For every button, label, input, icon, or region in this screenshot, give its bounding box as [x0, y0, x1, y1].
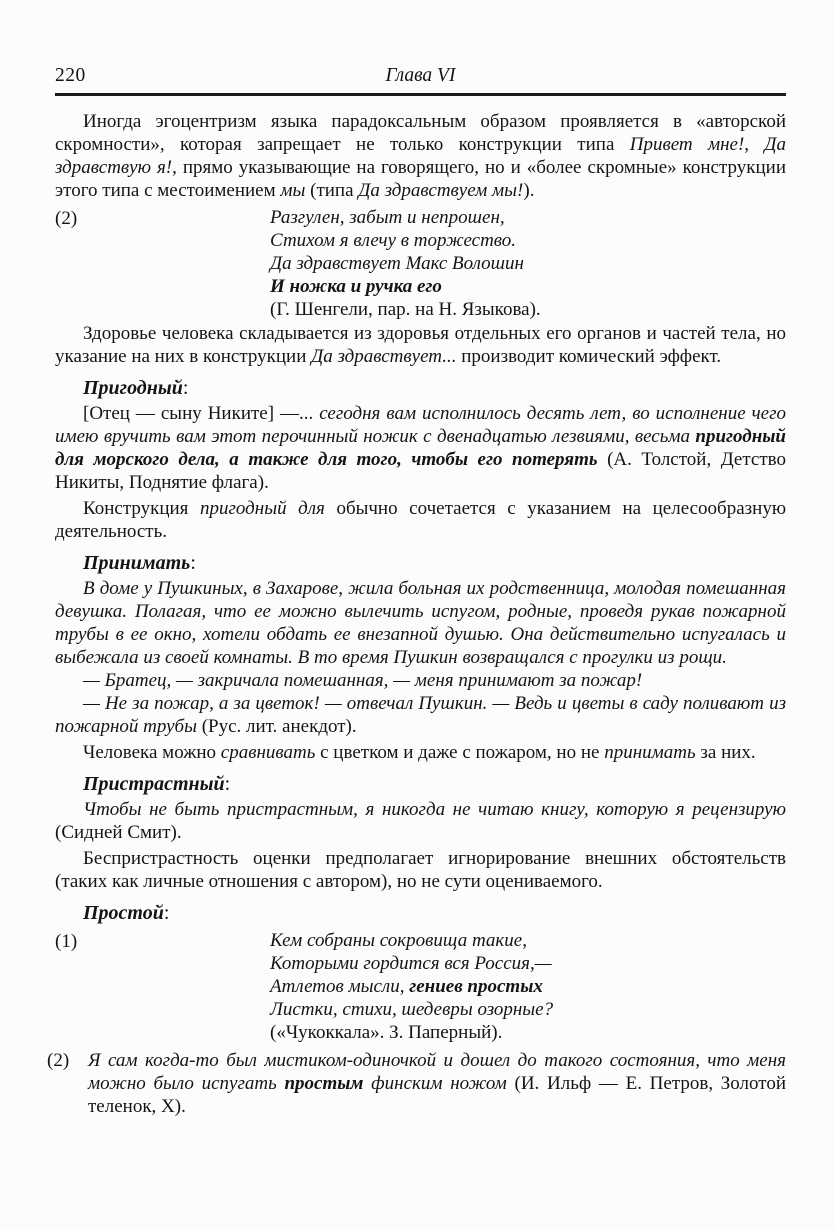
verse-line: Стихом я влечу в торжество. — [270, 230, 517, 251]
dialogue-line-2: — Не за пожар, а за цветок! — отвечал Пушкин. — Ведь и цветы в саду поливают из пожарной трубы (Рус. лит. анекдот). — [55, 693, 786, 737]
verse-example-1 — [55, 929, 786, 1044]
verse-line: Которыми гордится вся Россия,— — [270, 953, 552, 974]
paragraph-egocentrism: Иногда эгоцентризм языка парадоксальным образом проявляется в «авторской скромности», которая запрещает не только конструкции типа Привет мне!, Да здравствую я!, прямо указывающие на говорящего, но и «более скромные» конструкции этого типа с местоимением мы (типа Да здравствуем мы!). — [55, 111, 786, 201]
verse-attribution: (Г. Шенгели, пар. на Н. Языкова). — [270, 299, 541, 320]
header-rule — [55, 93, 786, 96]
section-header-prinimat: Принимать: — [83, 552, 196, 574]
verse-line: Да здравствует Макс Волошин — [270, 253, 524, 274]
verse-line: Разгулен, забыт и непрошен, — [270, 207, 505, 228]
section-header-prostoy: Простой: — [83, 902, 170, 924]
page-header — [55, 64, 786, 88]
dialogue-line-1: — Братец, — закричала помешанная, — меня принимают за пожар! — [83, 670, 643, 691]
example-number-2b: (2) — [47, 1050, 70, 1071]
verse-example-2 — [55, 206, 786, 321]
section-header-pristrastny: Пристрастный: — [83, 773, 231, 795]
verse-lines — [270, 206, 786, 321]
paragraph-prinimat-comment: Человека можно сравнивать с цветком и даже с пожаром, но не принимать за них. — [83, 742, 756, 763]
quote-pushkin-anecdote: В доме у Пушкиных, в Захарове, жила больная их родственница, молодая помешанная девушка. Полагая, что ее можно вылечить испугом, родные, проведя рукав пожарной трубы в ее окно, хотели обдать ее внезапной душью. Она действительно испугалась и выбежала из своей комнаты. В то время Пушкин возвращался с прогулки из рощи. — [55, 578, 786, 668]
verse-lines — [270, 929, 786, 1044]
verse-line: Кем собраны сокровища такие, — [270, 930, 527, 951]
quote-sydney-smith: Чтобы не быть пристрастным, я никогда не читаю книгу, которую я рецензирую (Сидней Смит). — [55, 799, 786, 843]
example-number-1: (1) — [55, 931, 78, 952]
section-header-prigodny: Пригодный: — [83, 377, 189, 399]
verse-attribution: («Чукоккала». З. Паперный). — [270, 1022, 503, 1043]
paragraph-zdorovye: Здоровье человека складывается из здоровья отдельных его органов и частей тела, но указание на них в конструкции Да здравствует... производит комический эффект. — [55, 323, 786, 367]
verse-line: Атлетов мысли, гениев простых — [270, 976, 543, 997]
paragraph-bespristrastnost: Беспристрастность оценки предполагает игнорирование внешних обстоятельств (таких как личные отношения с автором), но не сути оцениваемого. — [55, 848, 786, 892]
numbered-quote-ilf-petrov — [47, 1049, 787, 1118]
verse-line: И ножка и ручка его — [270, 276, 442, 297]
chapter-title: Глава VI — [385, 65, 456, 86]
verse-line: Листки, стихи, шедевры озорные? — [270, 999, 554, 1020]
example-number-2: (2) — [55, 208, 78, 229]
paragraph-prigodny-comment: Конструкция пригодный для обычно сочетается с указанием на целесообразную деятельность. — [55, 498, 787, 542]
quote-tolstoy: [Отец — сыну Никите] —... сегодня вам исполнилось десять лет, во исполнение чего имею вручить вам этот перочинный ножик с двенадцатью лезвиями, весьма пригодный для морского дела, а также для того, чтобы его потерять (А. Толстой, Детство Никиты, Поднятие флага). — [55, 403, 786, 493]
quote-text: Я сам когда-то был мистиком-одиночкой и дошел до такого состояния, что меня можно было испугать простым финским ножом (И. Ильф — Е. Петров, Золотой теленок, X). — [88, 1050, 787, 1117]
page-number: 220 — [55, 65, 86, 86]
